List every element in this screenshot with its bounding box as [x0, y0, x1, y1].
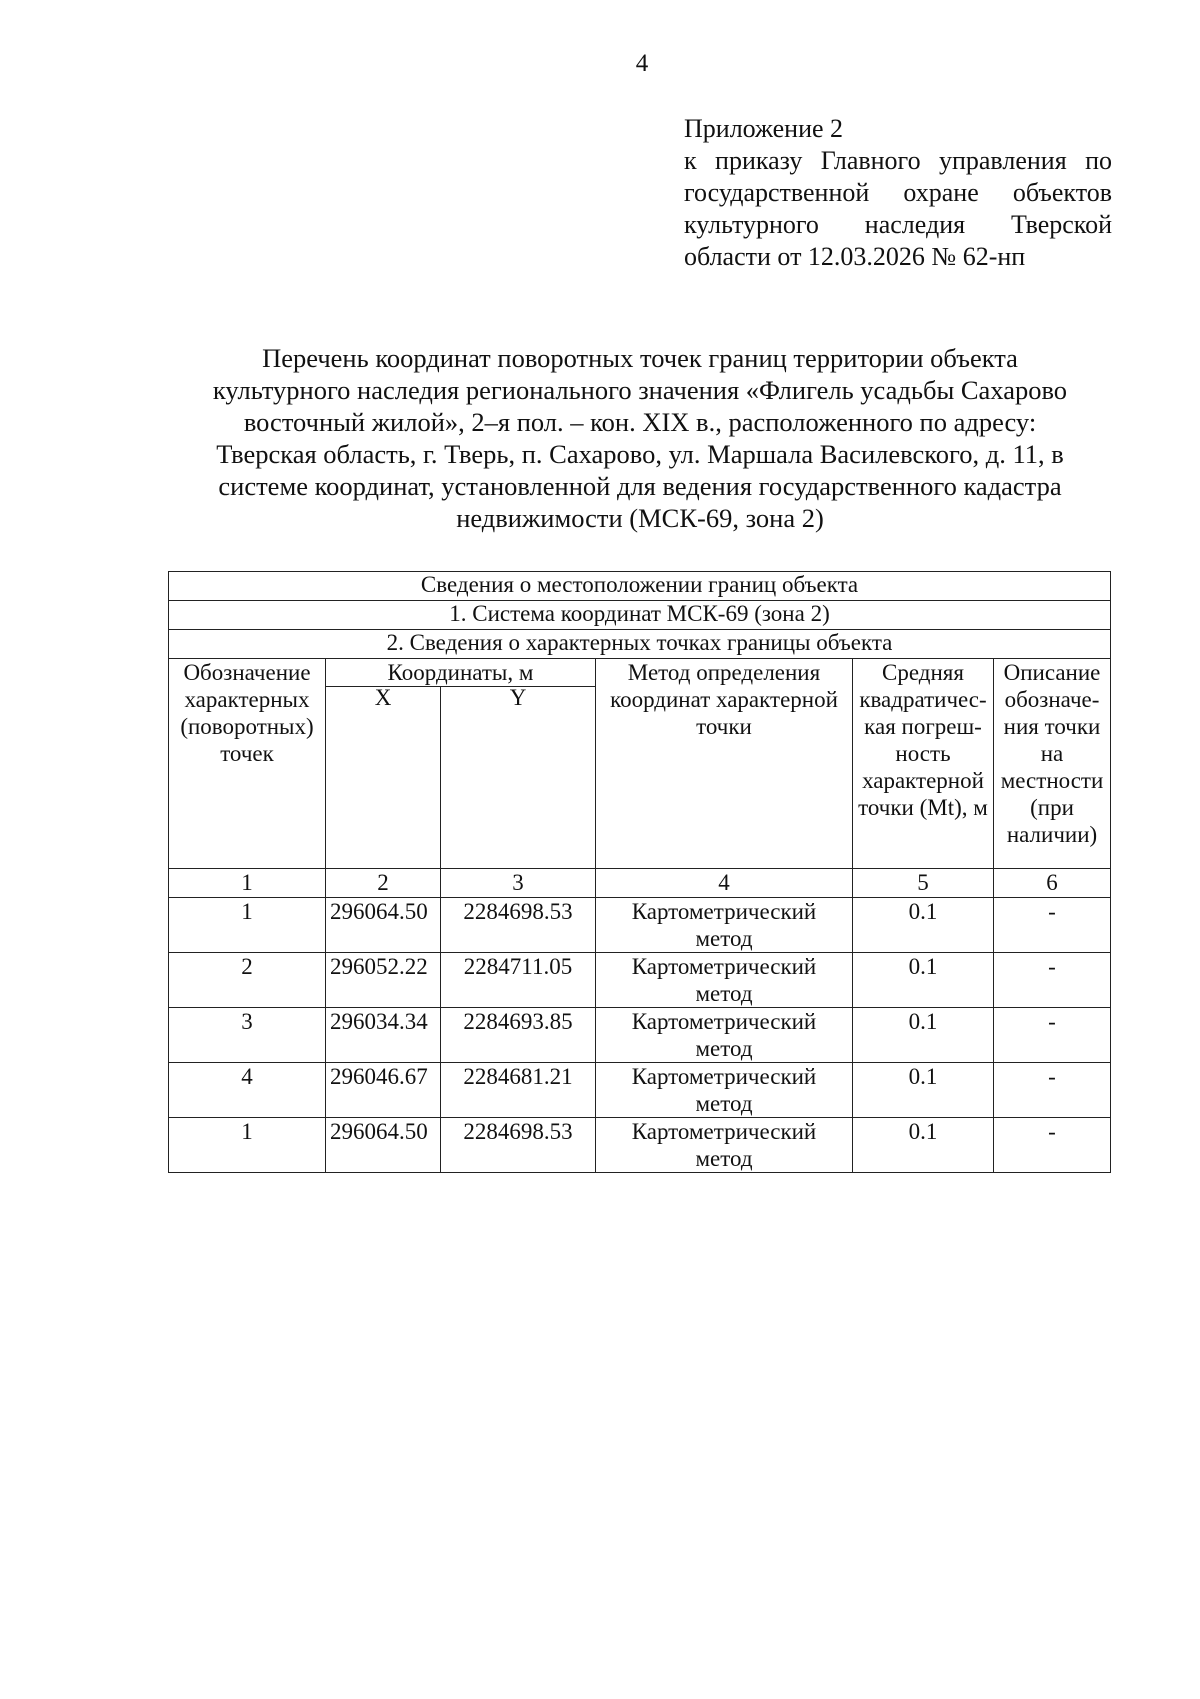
- header-text: на: [1040, 741, 1064, 766]
- method-line: Картометрический: [631, 1064, 817, 1089]
- document-title: [160, 342, 1120, 534]
- cell-x: 296064.50: [326, 1118, 441, 1173]
- header-text: характерных: [184, 687, 310, 712]
- header-y: Y: [441, 687, 596, 869]
- table-section-header-row: [169, 572, 1111, 601]
- column-number: 6: [994, 869, 1111, 898]
- cell-error: 0.1: [853, 898, 994, 953]
- cell-point: 1: [169, 898, 326, 953]
- column-number: 4: [596, 869, 853, 898]
- method-line: Картометрический: [631, 1009, 817, 1034]
- title-line: недвижимости (МСК-69, зона 2): [456, 503, 824, 533]
- cell-method: [596, 1063, 853, 1118]
- section-header: Сведения о местоположении границ объекта: [169, 572, 1111, 601]
- title-line: системе координат, установленной для ведения государственного кадастра: [218, 471, 1062, 501]
- method-line: метод: [695, 1091, 753, 1116]
- cell-method: [596, 953, 853, 1008]
- header-text: точки: [696, 714, 752, 739]
- method-line: Картометрический: [631, 899, 817, 924]
- table-row: [169, 1063, 1111, 1118]
- table-row: [169, 898, 1111, 953]
- header-text: наличии): [1006, 822, 1098, 847]
- cell-method: [596, 1118, 853, 1173]
- cell-y: 2284681.21: [441, 1063, 596, 1118]
- title-line: Тверская область, г. Тверь, п. Сахарово, ул. Маршала Василевского, д. 11, в: [216, 439, 1064, 469]
- title-line: культурного наследия регионального значения «Флигель усадьбы Сахарово: [212, 375, 1068, 405]
- header-text: обозначе-: [1004, 687, 1100, 712]
- column-number-row: [169, 869, 1111, 898]
- appendix-line: культурного наследия Тверской: [684, 210, 1112, 239]
- cell-description: -: [994, 1063, 1111, 1118]
- cell-method: [596, 1008, 853, 1063]
- method-line: метод: [695, 1146, 753, 1171]
- cell-x: 296046.67: [326, 1063, 441, 1118]
- title-line: восточный жилой», 2–я пол. – кон. XIX в., расположенного по адресу:: [243, 407, 1037, 437]
- cell-description: -: [994, 1008, 1111, 1063]
- cell-point: 3: [169, 1008, 326, 1063]
- appendix-line: государственной охране объектов: [684, 178, 1112, 207]
- page-number-text: 4: [635, 50, 649, 77]
- header-coordinates: Координаты, м: [326, 659, 596, 687]
- header-text: координат характерной: [610, 687, 838, 712]
- header-text: Средняя: [882, 660, 964, 685]
- header-text: Описание: [1003, 660, 1101, 685]
- cell-error: 0.1: [853, 1063, 994, 1118]
- column-header-row: [169, 659, 1111, 687]
- points-header: 2. Сведения о характерных точках границы объекта: [169, 630, 1111, 659]
- title-line: Перечень координат поворотных точек границ территории объекта: [262, 343, 1018, 373]
- cell-y: 2284698.53: [441, 1118, 596, 1173]
- table-system-header-row: [169, 601, 1111, 630]
- header-text: квадратичес-: [859, 687, 987, 712]
- page-number: [0, 50, 1200, 78]
- cell-x: 296034.34: [326, 1008, 441, 1063]
- cell-point: 4: [169, 1063, 326, 1118]
- appendix-line: области от 12.03.2026 № 62-нп: [684, 242, 1026, 271]
- cell-x: 296052.22: [326, 953, 441, 1008]
- header-text: Обозначение: [183, 660, 311, 685]
- header-method: [596, 659, 853, 869]
- header-description: [994, 659, 1111, 869]
- column-number: 5: [853, 869, 994, 898]
- table-row: [169, 1118, 1111, 1173]
- cell-error: 0.1: [853, 953, 994, 1008]
- header-text: ния точки: [1003, 714, 1101, 739]
- column-number: 1: [169, 869, 326, 898]
- header-text: точек: [220, 741, 274, 766]
- method-line: Картометрический: [631, 1119, 817, 1144]
- cell-point: 2: [169, 953, 326, 1008]
- appendix-line: к приказу Главного управления по: [684, 146, 1112, 175]
- header-text: (поворотных): [180, 714, 314, 739]
- header-text: Метод определения: [627, 660, 821, 685]
- cell-y: 2284693.85: [441, 1008, 596, 1063]
- cell-method: [596, 898, 853, 953]
- method-line: метод: [695, 981, 753, 1006]
- cell-point: 1: [169, 1118, 326, 1173]
- method-line: Картометрический: [631, 954, 817, 979]
- header-x: X: [326, 687, 441, 869]
- table-points-header-row: [169, 630, 1111, 659]
- table-row: [169, 953, 1111, 1008]
- table-row: [169, 1008, 1111, 1063]
- cell-description: -: [994, 1118, 1111, 1173]
- header-text: местности: [1000, 768, 1104, 793]
- cell-error: 0.1: [853, 1008, 994, 1063]
- cell-y: 2284698.53: [441, 898, 596, 953]
- cell-error: 0.1: [853, 1118, 994, 1173]
- column-number: 3: [441, 869, 596, 898]
- cell-description: -: [994, 898, 1111, 953]
- system-header: 1. Система координат МСК-69 (зона 2): [169, 601, 1111, 630]
- cell-x: 296064.50: [326, 898, 441, 953]
- appendix-title: Приложение 2: [684, 114, 844, 143]
- header-text: точки (Mt), м: [858, 795, 988, 820]
- cell-description: -: [994, 953, 1111, 1008]
- appendix-block: [684, 113, 1112, 273]
- header-error: [853, 659, 994, 869]
- header-text: кая погреш-: [864, 714, 982, 739]
- cell-y: 2284711.05: [441, 953, 596, 1008]
- column-number: 2: [326, 869, 441, 898]
- header-designation: [169, 659, 326, 869]
- header-text: ность: [895, 741, 951, 766]
- header-text: (при: [1030, 795, 1074, 820]
- method-line: метод: [695, 926, 753, 951]
- method-line: метод: [695, 1036, 753, 1061]
- coordinates-table: [168, 571, 1111, 1173]
- header-text: характерной: [862, 768, 984, 793]
